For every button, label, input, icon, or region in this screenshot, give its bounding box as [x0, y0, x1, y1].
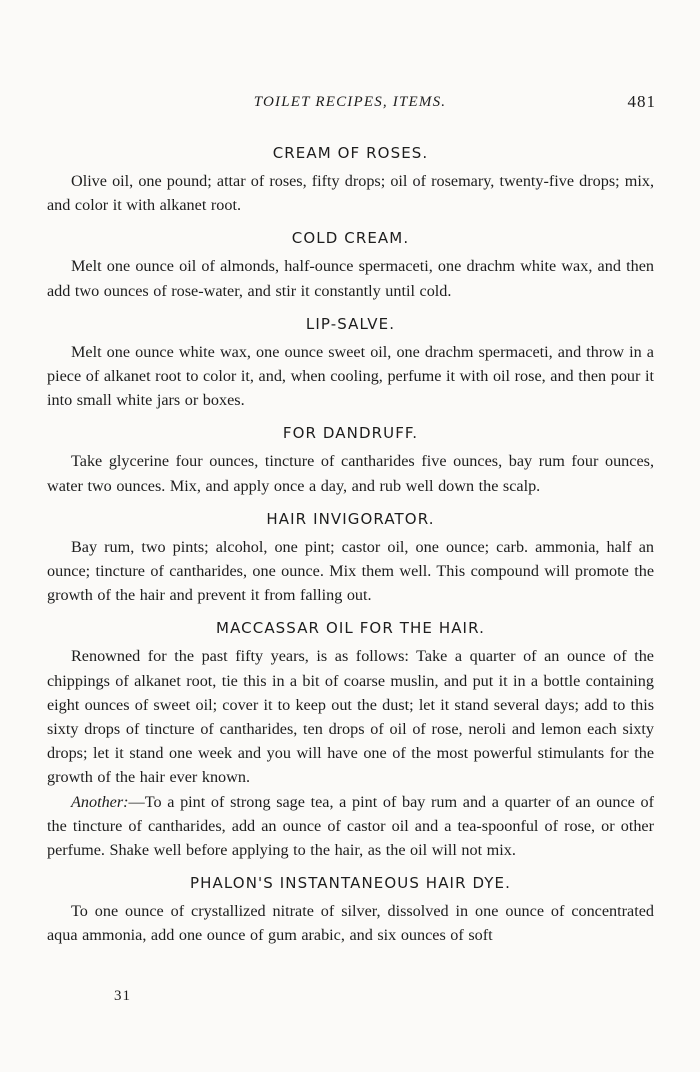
- recipe-cold-cream: [47, 227, 654, 302]
- recipe-lip-salve: [47, 313, 654, 413]
- recipe-heading: FOR DANDRUFF.: [282, 424, 419, 443]
- recipe-phalons-hair-dye: [47, 872, 654, 947]
- recipe-text: Melt one ounce white wax, one ounce sweet oil, one drachm spermaceti, and throw in a piece of alkanet root to color it, and, when cooling, perfume it with oil rose, and then pour it into small white jars or boxes.: [47, 342, 654, 410]
- variant-body: —To a pint of strong sage tea, a pint of bay rum and a quarter of an ounce of the tincture of cantharides, add an ounce of castor oil and a tea-spoonful of rose, or other perfume. Shake well before applying to the hair, as the oil will not mix.: [47, 792, 654, 860]
- recipe-heading: LIP-SALVE.: [305, 314, 396, 333]
- recipe-cream-of-roses: [47, 142, 654, 217]
- recipe-text: Olive oil, one pound; attar of roses, fifty drops; oil of rosemary, twenty-five drops; mix, and color it with alkanet root.: [47, 172, 654, 215]
- running-title: TOILET RECIPES, ITEMS.: [253, 94, 447, 110]
- variant-label: Another:: [71, 792, 129, 811]
- recipe-text: Renowned for the past fifty years, is as follows: Take a quarter of an ounce of the chippings of alkanet root, tie this in a bit of coarse muslin, and put it in a bottle containing eight ounces of sweet oil; cover it to keep out the dust; let it stand several days; add to this sixty drops of tincture of cantharides, ten drops of oil of rose, neroli and lemon each sixty drops; let it stand one week and you will have one of the most powerful stimulants for the growth of the hair ever known.: [47, 647, 654, 787]
- recipe-heading: CREAM OF ROSES.: [272, 144, 429, 162]
- recipe-heading: HAIR INVIGORATOR.: [266, 509, 435, 528]
- recipe-heading: COLD CREAM.: [291, 229, 410, 248]
- recipe-text: Bay rum, two pints; alcohol, one pint; castor oil, one ounce; carb. ammonia, half an ounce; tincture of cantharides, one ounce. Mix them well. This compound will promote the growth of the hair and prevent it from falling out.: [47, 537, 654, 605]
- recipe-text: To one ounce of crystallized nitrate of silver, dissolved in one ounce of concentrated aqua ammonia, add one ounce of gum arabic, and six ounces of soft: [47, 902, 654, 945]
- recipe-text: Melt one ounce oil of almonds, half-ounce spermaceti, one drachm white wax, and then add two ounces of rose-water, and stir it constantly until cold.: [47, 257, 654, 300]
- recipe-maccassar-oil: [47, 617, 654, 862]
- page-content: [47, 142, 654, 948]
- recipe-heading: MACCASSAR OIL FOR THE HAIR.: [216, 619, 485, 638]
- running-head: [0, 92, 700, 116]
- recipe-text: Take glycerine four ounces, tincture of cantharides five ounces, bay rum four ounces, water two ounces. Mix, and apply once a day, and rub well down the scalp.: [47, 452, 654, 495]
- recipe-heading: PHALON'S INSTANTANEOUS HAIR DYE.: [189, 874, 512, 893]
- recipe-variant-text: [47, 790, 654, 863]
- recipe-for-dandruff: [47, 422, 654, 497]
- signature-mark: 31: [114, 988, 131, 1004]
- page-number: 481: [627, 92, 656, 111]
- recipe-hair-invigorator: [47, 508, 654, 608]
